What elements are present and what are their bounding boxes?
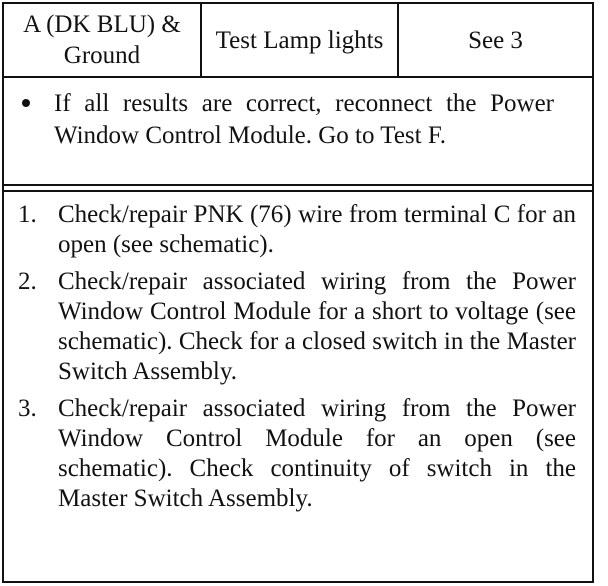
- repair-step: [18, 267, 576, 387]
- repair-step: [18, 394, 576, 514]
- action-cell: See 3: [468, 26, 523, 54]
- test-result-table: [2, 2, 594, 78]
- bullet-note-box: [2, 76, 594, 186]
- step-number: 2.: [18, 268, 37, 295]
- step-number: 3.: [18, 395, 37, 422]
- step-number: 1.: [18, 201, 37, 228]
- bullet-icon: [22, 99, 30, 107]
- test-point-cell: A (DK BLU) & Ground: [4, 4, 202, 76]
- diagnostic-page: [2, 2, 594, 583]
- bullet-note-text: If all results are correct, reconnect the Power Window Control Module. Go to Test F.: [54, 90, 554, 149]
- step-text: Check/repair PNK (76) wire from terminal C for an open (see schematic).: [58, 201, 576, 258]
- result-cell: Test Lamp lights: [202, 4, 399, 76]
- repair-step: [18, 200, 576, 260]
- step-text: Check/repair associated wiring from the Power Window Control Module for an open (see schematic). Check continuity of switch in the Master Switch Assembly.: [58, 395, 576, 512]
- step-text: Check/repair associated wiring from the Power Window Control Module for a short to voltage (see schematic). Check for a closed switch in the Master Switch Assembly.: [58, 268, 576, 385]
- repair-steps-box: [2, 190, 594, 583]
